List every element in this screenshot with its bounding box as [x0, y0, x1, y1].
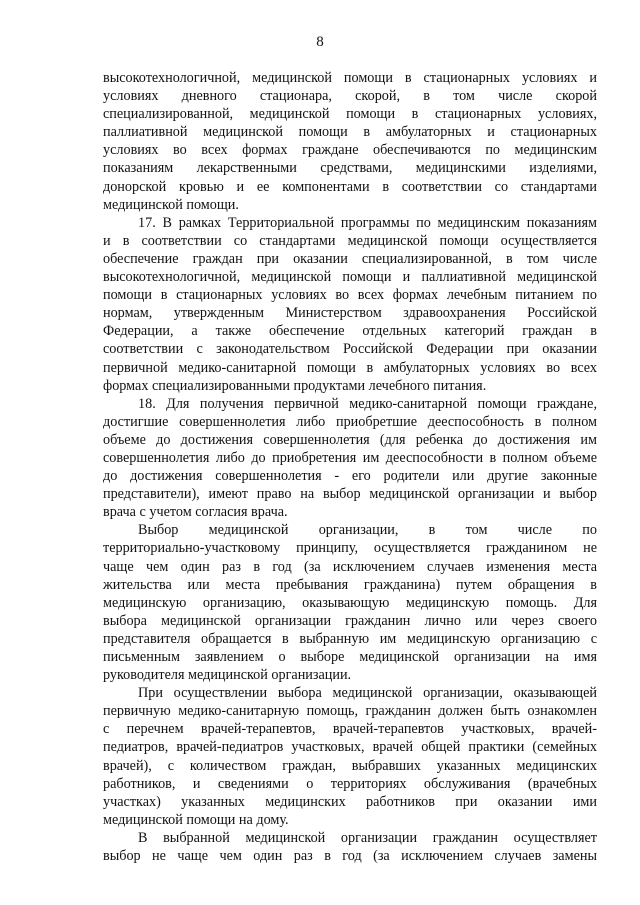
text-line: первичную медико-санитарную помощь, гражданин должен быть ознакомлен — [103, 703, 597, 720]
text-line: представителя обращается в выбранную им медицинскую организацию с — [103, 630, 597, 647]
text-line: При осуществлении выбора медицинской организации, оказывающей — [138, 685, 597, 702]
paragraph — [103, 214, 597, 395]
text-line: обеспечение граждан при оказании специализированной, в том числе — [103, 250, 597, 267]
text-line: Федерации, а также обеспечение отдельных категорий граждан в — [103, 323, 597, 340]
text-line: руководителя медицинской организации. — [103, 667, 352, 684]
text-line: паллиативной медицинской помощи в амбулаторных и стационарных — [103, 124, 597, 141]
text-line: совершеннолетия либо до приобретения им дееспособности в полном объеме — [103, 449, 597, 466]
text-line: представители), имеют право на выбор медицинской организации и выбор — [103, 486, 597, 503]
text-line: объеме до достижения совершеннолетия (для ребенка до достижения им — [103, 431, 597, 448]
text-line: жительства или места пребывания гражданина) путем обращения в — [103, 576, 597, 593]
text-line: донорской кровью и ее компонентами в соответствии со стандартами — [103, 178, 597, 195]
text-line: достигшие совершеннолетия либо приобретшие дееспособность в полном — [103, 413, 597, 430]
text-line: первичной медико-санитарной помощи в амбулаторных условиях во всех — [103, 359, 597, 376]
paragraph — [103, 521, 597, 684]
text-line: специализированной, медицинской помощи в стационарных условиях, — [103, 106, 597, 123]
text-line: нормам, утвержденным Министерством здравоохранения Российской — [103, 305, 597, 322]
text-line: медицинской помощи на дому. — [103, 811, 289, 828]
text-line: условиях во всех формах граждане обеспечиваются по медицинским — [103, 142, 597, 159]
text-line: условиях дневного стационара, скорой, в том числе скорой — [103, 88, 597, 105]
text-line: помощи в стационарных условиях во всех формах лечебным питанием по — [103, 287, 597, 304]
text-line: медицинскую организацию, оказывающую медицинскую помощь. Для — [103, 594, 597, 611]
text-line: педиатров, врачей-педиатров участковых, врачей общей практики (семейных — [103, 739, 597, 756]
text-line: и в соответствии со стандартами медицинской помощи осуществляется — [103, 232, 597, 249]
text-line: Выбор медицинской организации, в том числе по — [138, 522, 597, 539]
text-line: выбор не чаще чем один раз в год (за исключением случаев замены — [103, 848, 597, 865]
text-line: высокотехнологичной, медицинской помощи в стационарных условиях и — [103, 70, 597, 86]
text-line: формах специализированными продуктами лечебного питания. — [103, 377, 487, 394]
text-line: участках) указанных медицинских работников при оказании ими — [103, 793, 597, 810]
text-line: В выбранной медицинской организации гражданин осуществляет — [138, 829, 597, 846]
paragraph — [103, 684, 597, 829]
text-line: письменным заявлением о выборе медицинской организации на имя — [103, 649, 597, 665]
text-line: 17. В рамках Территориальной программы по медицинским показаниям — [138, 214, 597, 231]
page-number: 8 — [316, 34, 324, 50]
text-line: врача с учетом согласия врача. — [103, 504, 288, 521]
paragraph — [103, 395, 597, 522]
document-body — [103, 69, 597, 865]
text-line: соответствии с законодательством Российской Федерации при оказании — [103, 341, 597, 358]
text-line: с перечнем врачей-терапевтов, врачей-терапевтов участковых, врачей- — [103, 721, 597, 738]
text-line: работников, и сведениями о территориях обслуживания (врачебных — [103, 775, 597, 792]
text-line: выбора медицинской организации гражданин лично или через своего — [103, 612, 597, 629]
paragraph — [103, 829, 597, 865]
text-line: чаще чем один раз в год (за исключением случаев изменения места — [103, 558, 597, 575]
text-line: территориально-участковому принципу, осуществляется гражданином не — [103, 540, 597, 557]
text-line: медицинской помощи. — [103, 196, 239, 213]
text-line: показаниям лекарственными средствами, медицинскими изделиями, — [103, 160, 597, 177]
text-line: 18. Для получения первичной медико-санитарной помощи граждане, — [138, 395, 597, 412]
text-line: до достижения совершеннолетия - его родители или другие законные — [103, 468, 597, 485]
text-line: врачей), с количеством граждан, выбравших указанных медицинских — [103, 757, 597, 774]
paragraph — [103, 69, 597, 214]
text-line: высокотехнологичной, медицинской помощи и паллиативной медицинской — [103, 269, 597, 286]
